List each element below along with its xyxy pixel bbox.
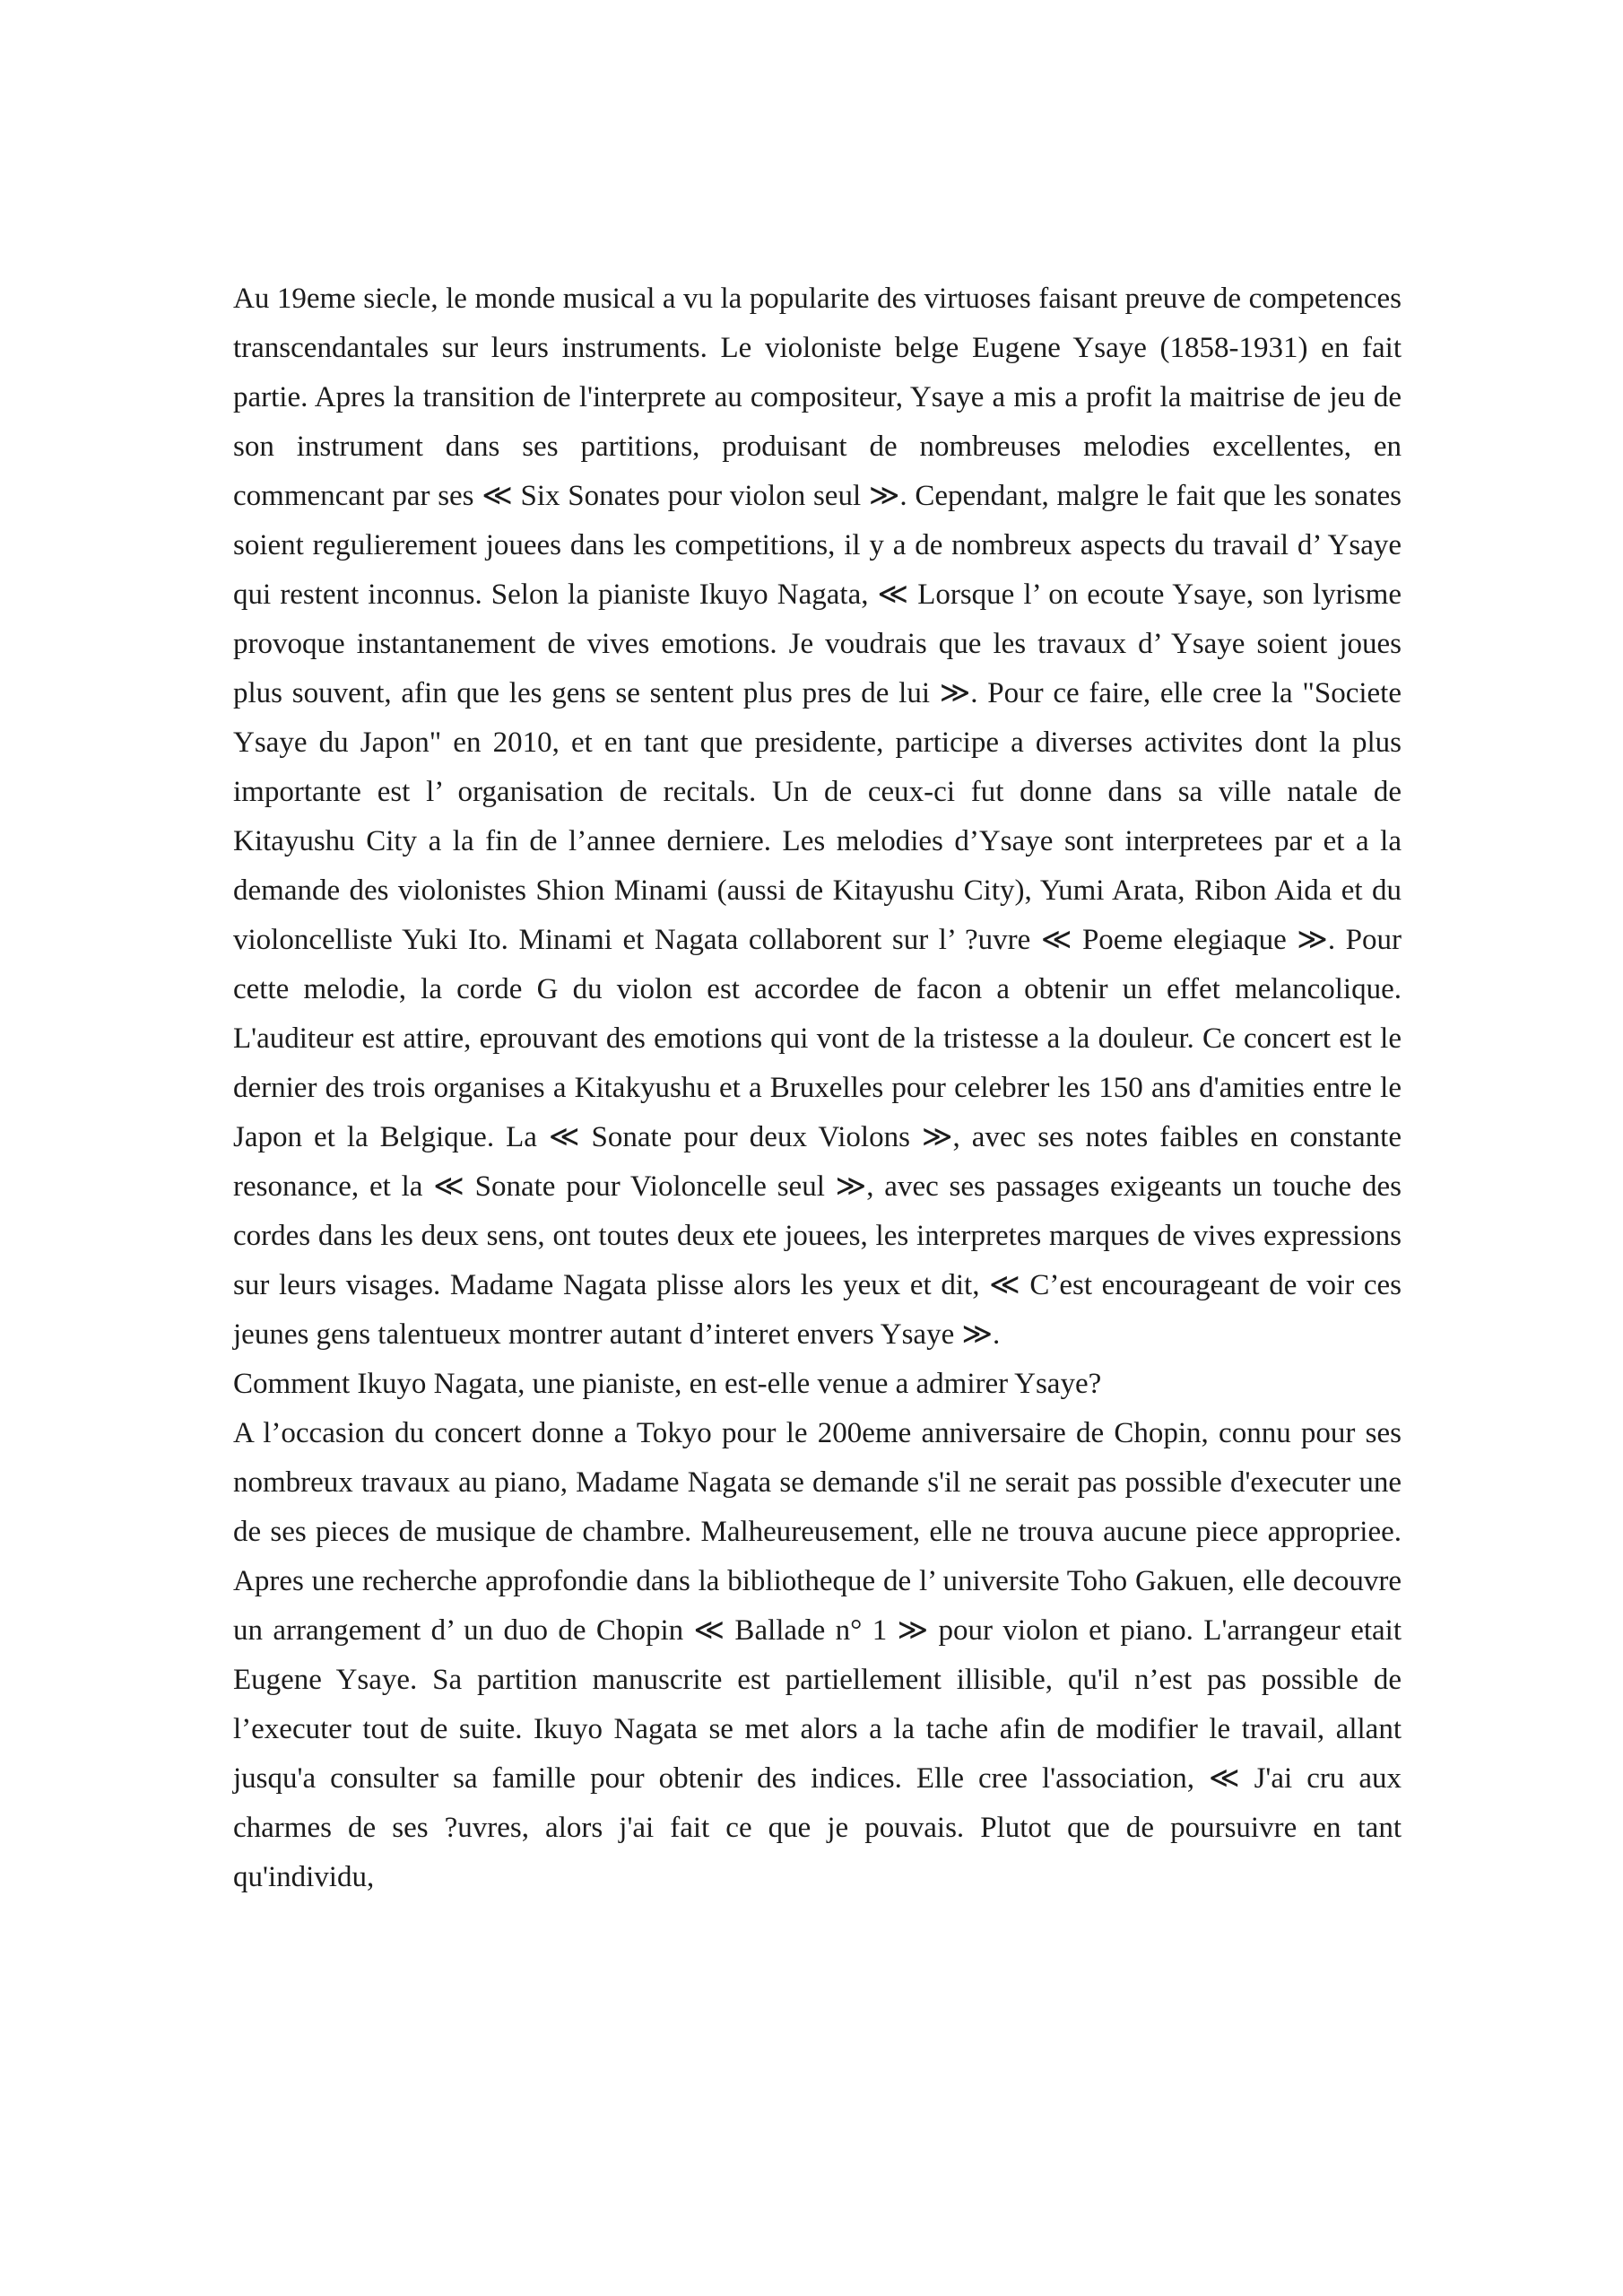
paragraph-chopin-discovery: A l’occasion du concert donne a Tokyo pour le 200eme anniversaire de Chopin, connu pour ses nombreux travaux au piano, Madame Nagata se demande s'il ne serait pas possible d'executer une de ses pieces de musique de chambre. Malheureusement, elle ne trouva aucune piece appropriee. Apres une recherche approfondie dans la bibliotheque de l’ universite Toho Gakuen, elle decouvre un arrangement d’ un duo de Chopin ≪ Ballade n° 1 ≫ pour violon et piano. L'arrangeur etait Eugene Ysaye. Sa partition manuscrite est partiellement illisible, qu'il n’est pas possible de l’executer tout de suite. Ikuyo Nagata se met alors a la tache afin de modifier le travail, allant jusqu'a consulter sa famille pour obtenir des indices. Elle cree l'association, ≪ J'ai cru aux charmes de ses ?uvres, alors j'ai fait ce que je pouvais. Plutot que de poursuivre en tant qu'individu, [233,1417,1402,1893]
article-body [233,274,1402,1902]
paragraph-question: Comment Ikuyo Nagata, une pianiste, en est-elle venue a admirer Ysaye? [233,1368,1102,1400]
paragraph-recital-report: Au 19eme siecle, le monde musical a vu la popularite des virtuoses faisant preuve de competences transcendantales sur leurs instruments. Le violoniste belge Eugene Ysaye (1858-1931) en fait partie. Apres la transition de l'interprete au compositeur, Ysaye a mis a profit la maitrise de jeu de son instrument dans ses partitions, produisant de nombreuses melodies excellentes, en commencant par ses ≪ Six Sonates pour violon seul ≫. Cependant, malgre le fait que les sonates soient regulierement jouees dans les competitions, il y a de nombreux aspects du travail d’ Ysaye qui restent inconnus. Selon la pianiste Ikuyo Nagata, ≪ Lorsque l’ on ecoute Ysaye, son lyrisme provoque instantanement de vives emotions. Je voudrais que les travaux d’ Ysaye soient joues plus souvent, afin que les gens se sentent plus pres de lui ≫. Pour ce faire, elle cree la "Societe Ysaye du Japon" en 2010, et en tant que presidente, participe a diverses activites dont la plus importante est l’ organisation de recitals. Un de ceux-ci fut donne dans sa ville natale de Kitayushu City a la fin de l’annee derniere. Les melodies d’Ysaye sont interpretees par et a la demande des violonistes Shion Minami (aussi de Kitayushu City), Yumi Arata, Ribon Aida et du violoncelliste Yuki Ito. Minami et Nagata collaborent sur l’ ?uvre ≪ Poeme elegiaque ≫. Pour cette melodie, la corde G du violon est accordee de facon a obtenir un effet melancolique. L'auditeur est attire, eprouvant des emotions qui vont de la tristesse a la douleur. Ce concert est le dernier des trois organises a Kitakyushu et a Bruxelles pour celebrer les 150 ans d'amities entre le Japon et la Belgique. La ≪ Sonate pour deux Violons ≫, avec ses notes faibles en constante resonance, et la ≪ Sonate pour Violoncelle seul ≫, avec ses passages exigeants un touche des cordes dans les deux sens, ont toutes deux ete jouees, les interpretes marques de vives expressions sur leurs visages. Madame Nagata plisse alors les yeux et dit, ≪ C’est encourageant de voir ces jeunes gens talentueux montrer autant d’interet envers Ysaye ≫. [233,283,1402,1351]
